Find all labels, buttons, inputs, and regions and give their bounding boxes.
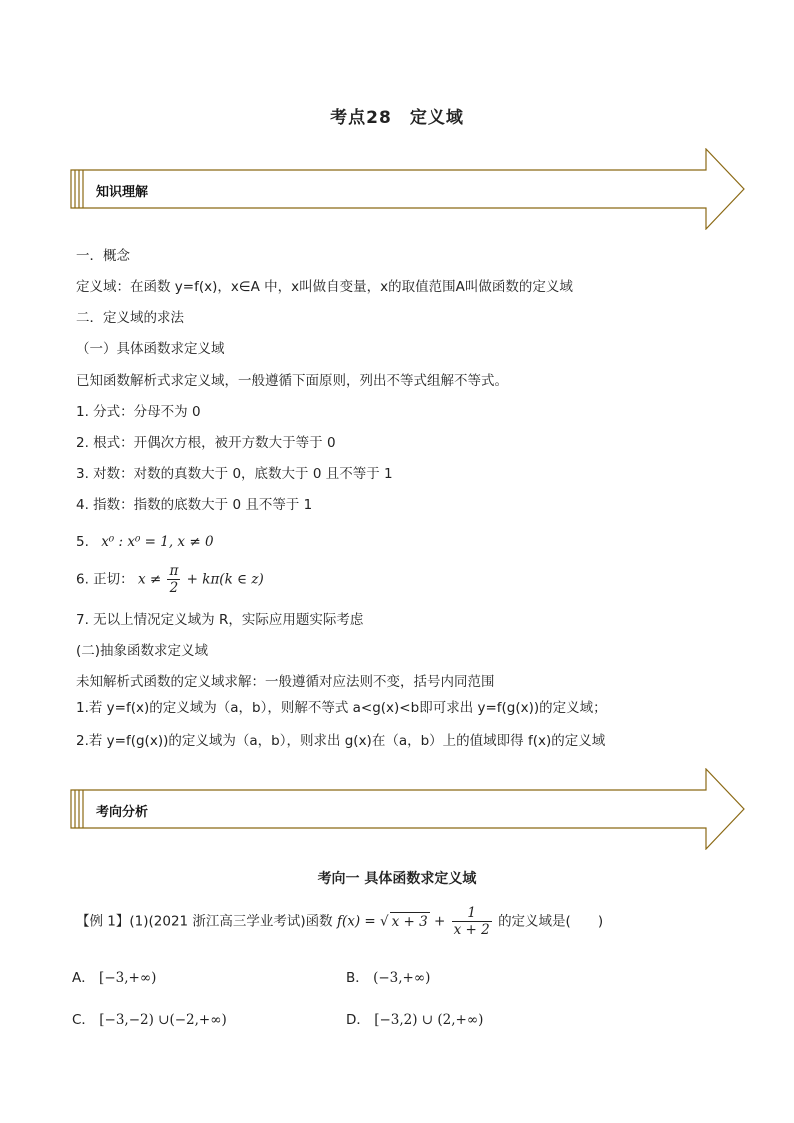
banner-arrow-icon [70,148,746,230]
pi-over-two [167,563,180,596]
rule-number: 5. [76,534,89,550]
section-banner-analysis [70,768,746,850]
option-value: [−3,−2) ∪(−2,+∞) [99,1012,227,1028]
tan-math-b: + kπ(k ∈ z) [186,571,264,588]
abstract-rule-1: 1.若 y=f(x)的定义域为（a，b），则解不等式 a<g(x)<b即可求出 y=f(g(x))的定义域； [76,700,607,716]
option-label: D． [346,1012,370,1028]
example-fraction [452,905,492,938]
rule-log: 3. 对数：对数的真数大于 0，底数大于 0 且不等于 1 [76,466,393,482]
example-question [76,905,603,938]
subheading-abstract: (二)抽象函数求定义域 [76,643,209,659]
subheading-concrete: （一）具体函数求定义域 [76,341,225,357]
option-label: C． [72,1012,95,1028]
banner-label: 知识理解 [96,185,149,200]
option-label: B． [346,970,369,986]
concept-heading: 一．概念 [76,248,130,264]
banner-label: 考向分析 [96,805,149,820]
rule-zero-power [76,533,214,551]
definition-text: 定义域：在函数 y=f(x)，x∈A 中，x叫做自变量，x的取值范围A叫做函数的定义域 [76,279,573,295]
option-value: (−3,+∞) [373,970,431,986]
rule-root: 2. 根式：开偶次方根，被开方数大于等于 0 [76,435,336,451]
rule-default: 7. 无以上情况定义域为 R，实际应用题实际考虑 [76,612,364,628]
sqrt-content: x + 3 [391,913,428,930]
abstract-principle: 未知解析式函数的定义域求解：一般遵循对应法则不变，括号内同范围 [76,674,495,690]
zero-power-math: x⁰ : x⁰ = 1, x ≠ 0 [101,534,214,550]
example-prefix: 【例 1】(1)(2021 浙江高三学业考试)函数 [76,913,333,930]
banner-arrow-icon [70,768,746,850]
rule-exponent: 4. 指数：指数的底数大于 0 且不等于 1 [76,497,313,513]
frac-numerator: π [169,563,179,579]
option-value: [−3,+∞) [99,970,157,986]
frac-numerator: 1 [452,905,492,922]
method-heading: 二．定义域的求法 [76,310,184,326]
function-label: f(x) = [336,913,376,930]
tan-math-a: x ≠ [137,571,162,588]
option-d[interactable] [346,1008,483,1028]
frac-denominator: x + 2 [453,922,490,938]
option-value: [−3,2) ∪ (2,+∞) [374,1012,484,1028]
abstract-rule-2: 2.若 y=f(g(x))的定义域为（a，b），则求出 g(x)在（a，b）上的值域即得 f(x)的定义域 [76,733,606,749]
section-title: 考向一 具体函数求定义域 [317,871,477,887]
option-c[interactable] [72,1008,227,1028]
rule-label: 6. 正切： [76,571,134,588]
sqrt-sign: √ [380,913,389,930]
page-title: 考点28 定义域 [330,108,464,128]
option-b[interactable] [346,966,430,986]
rule-tangent [76,563,264,596]
rule-fraction: 1. 分式：分母不为 0 [76,404,201,420]
plus-sign: + [434,913,446,930]
example-suffix: 的定义域是( ) [498,913,604,930]
option-label: A． [72,970,95,986]
frac-denominator: 2 [169,580,179,596]
principle-text: 已知函数解析式求定义域，一般遵循下面原则，列出不等式组解不等式。 [76,373,508,389]
option-a[interactable] [72,966,156,986]
section-banner-knowledge [70,148,746,230]
